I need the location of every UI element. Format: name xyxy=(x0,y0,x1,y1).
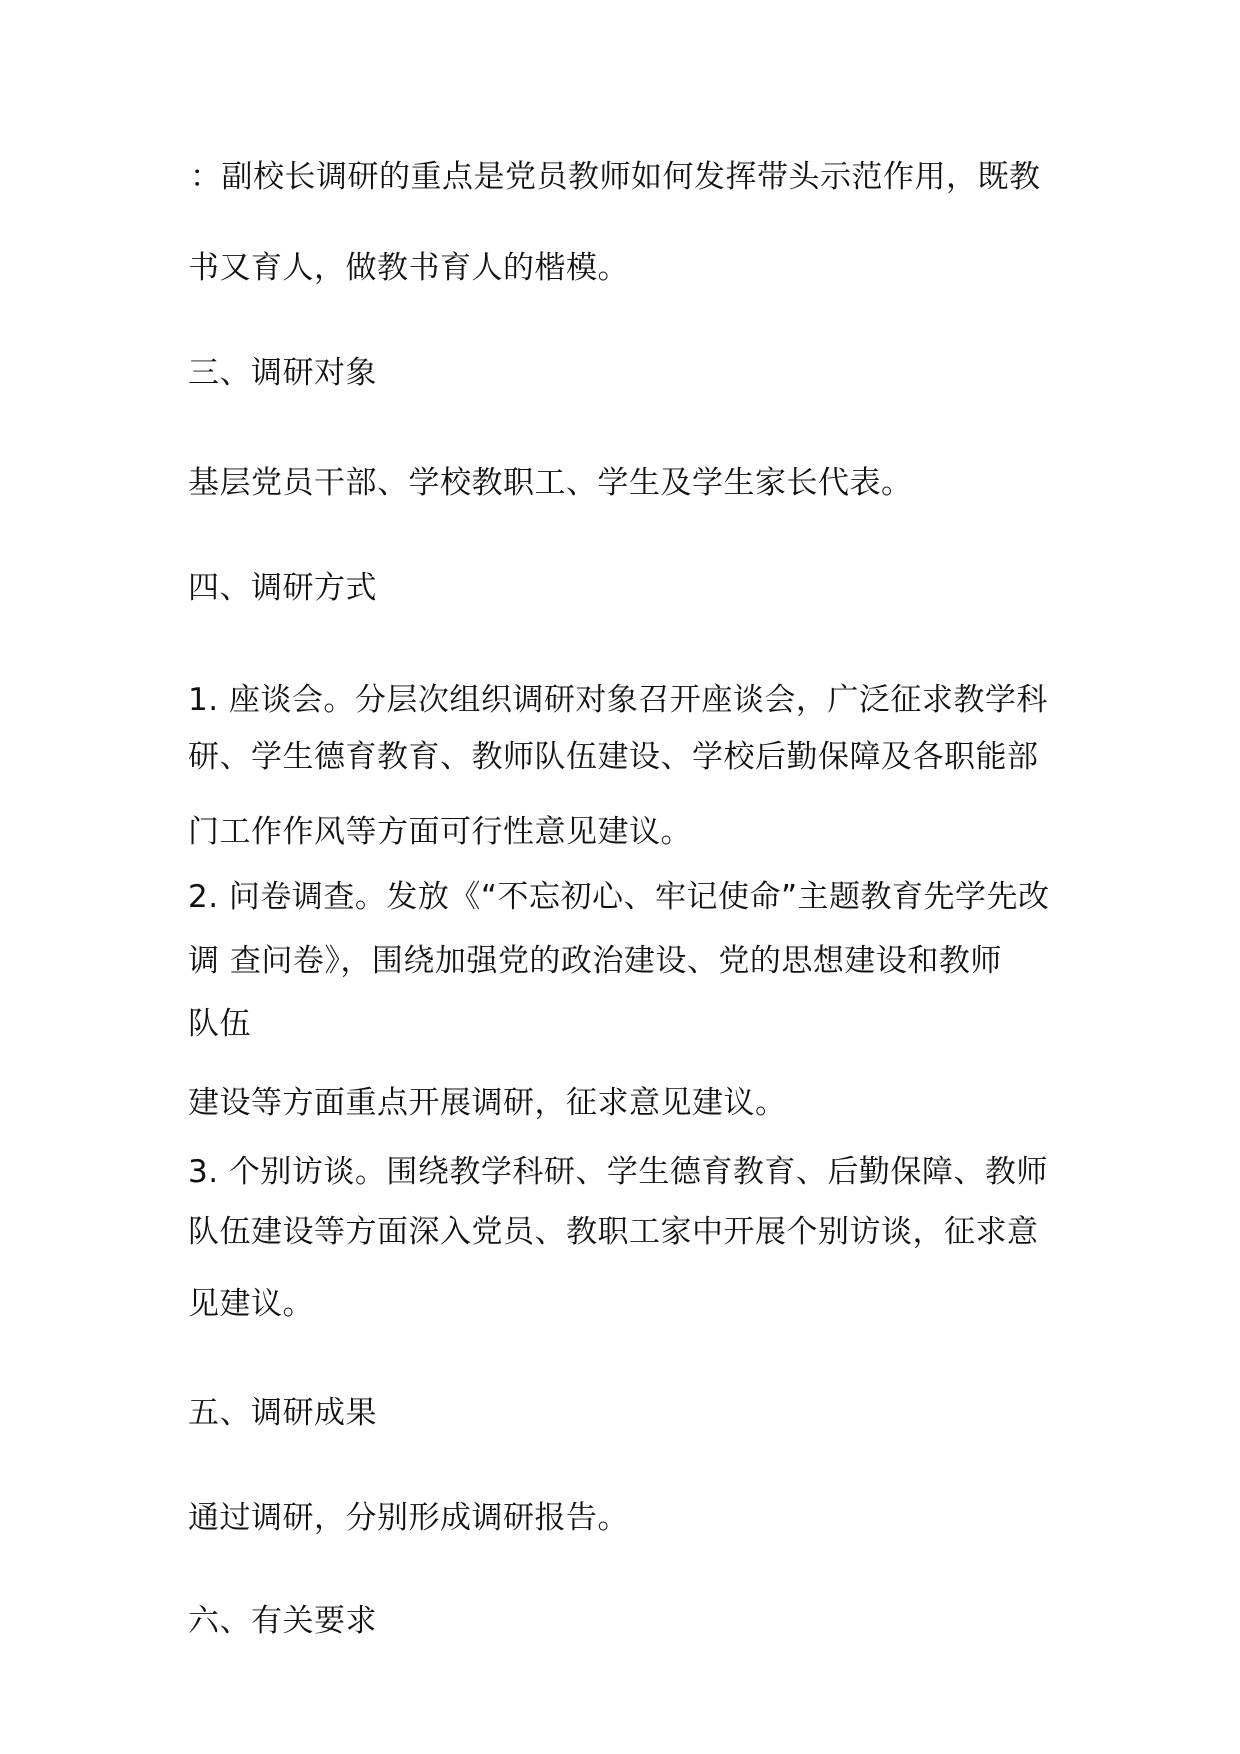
paragraph-line: 通过调研，分别形成调研报告。 xyxy=(188,1500,629,1536)
list-item-line: 2. 问卷调查。发放《“不忘初心、牢记使命”主题教育先学先改 xyxy=(188,879,1050,915)
section-heading-6: 六、有关要求 xyxy=(188,1603,377,1639)
list-item-line: 队伍 xyxy=(188,1006,251,1042)
paragraph-line: 书又育人，做教书育人的楷模。 xyxy=(188,250,629,286)
list-item-line: 调 查问卷》，围绕加强党的政治建设、党的思想建设和教师 xyxy=(188,943,1002,979)
section-heading-4: 四、调研方式 xyxy=(188,570,377,606)
section-heading-5: 五、调研成果 xyxy=(188,1395,377,1431)
paragraph-line: ：副校长调研的重点是党员教师如何发挥带头示范作用，既教 xyxy=(190,159,1041,195)
list-item-line: 1. 座谈会。分层次组织调研对象召开座谈会，广泛征求教学科 xyxy=(188,682,1048,718)
list-item-line: 3. 个别访谈。围绕教学科研、学生德育教育、后勤保障、教师 xyxy=(188,1154,1048,1190)
list-item-line: 队伍建设等方面深入党员、教职工家中开展个别访谈，征求意 xyxy=(188,1214,1039,1250)
list-item-line: 研、学生德育教育、教师队伍建设、学校后勤保障及各职能部 xyxy=(188,739,1039,775)
list-item-line: 门工作作风等方面可行性意见建议。 xyxy=(188,814,692,850)
list-item-line: 建设等方面重点开展调研，征求意见建议。 xyxy=(188,1085,787,1121)
list-item-line: 见建议。 xyxy=(188,1286,314,1322)
section-heading-3: 三、调研对象 xyxy=(188,355,377,391)
paragraph-line: 基层党员干部、学校教职工、学生及学生家长代表。 xyxy=(188,465,913,501)
